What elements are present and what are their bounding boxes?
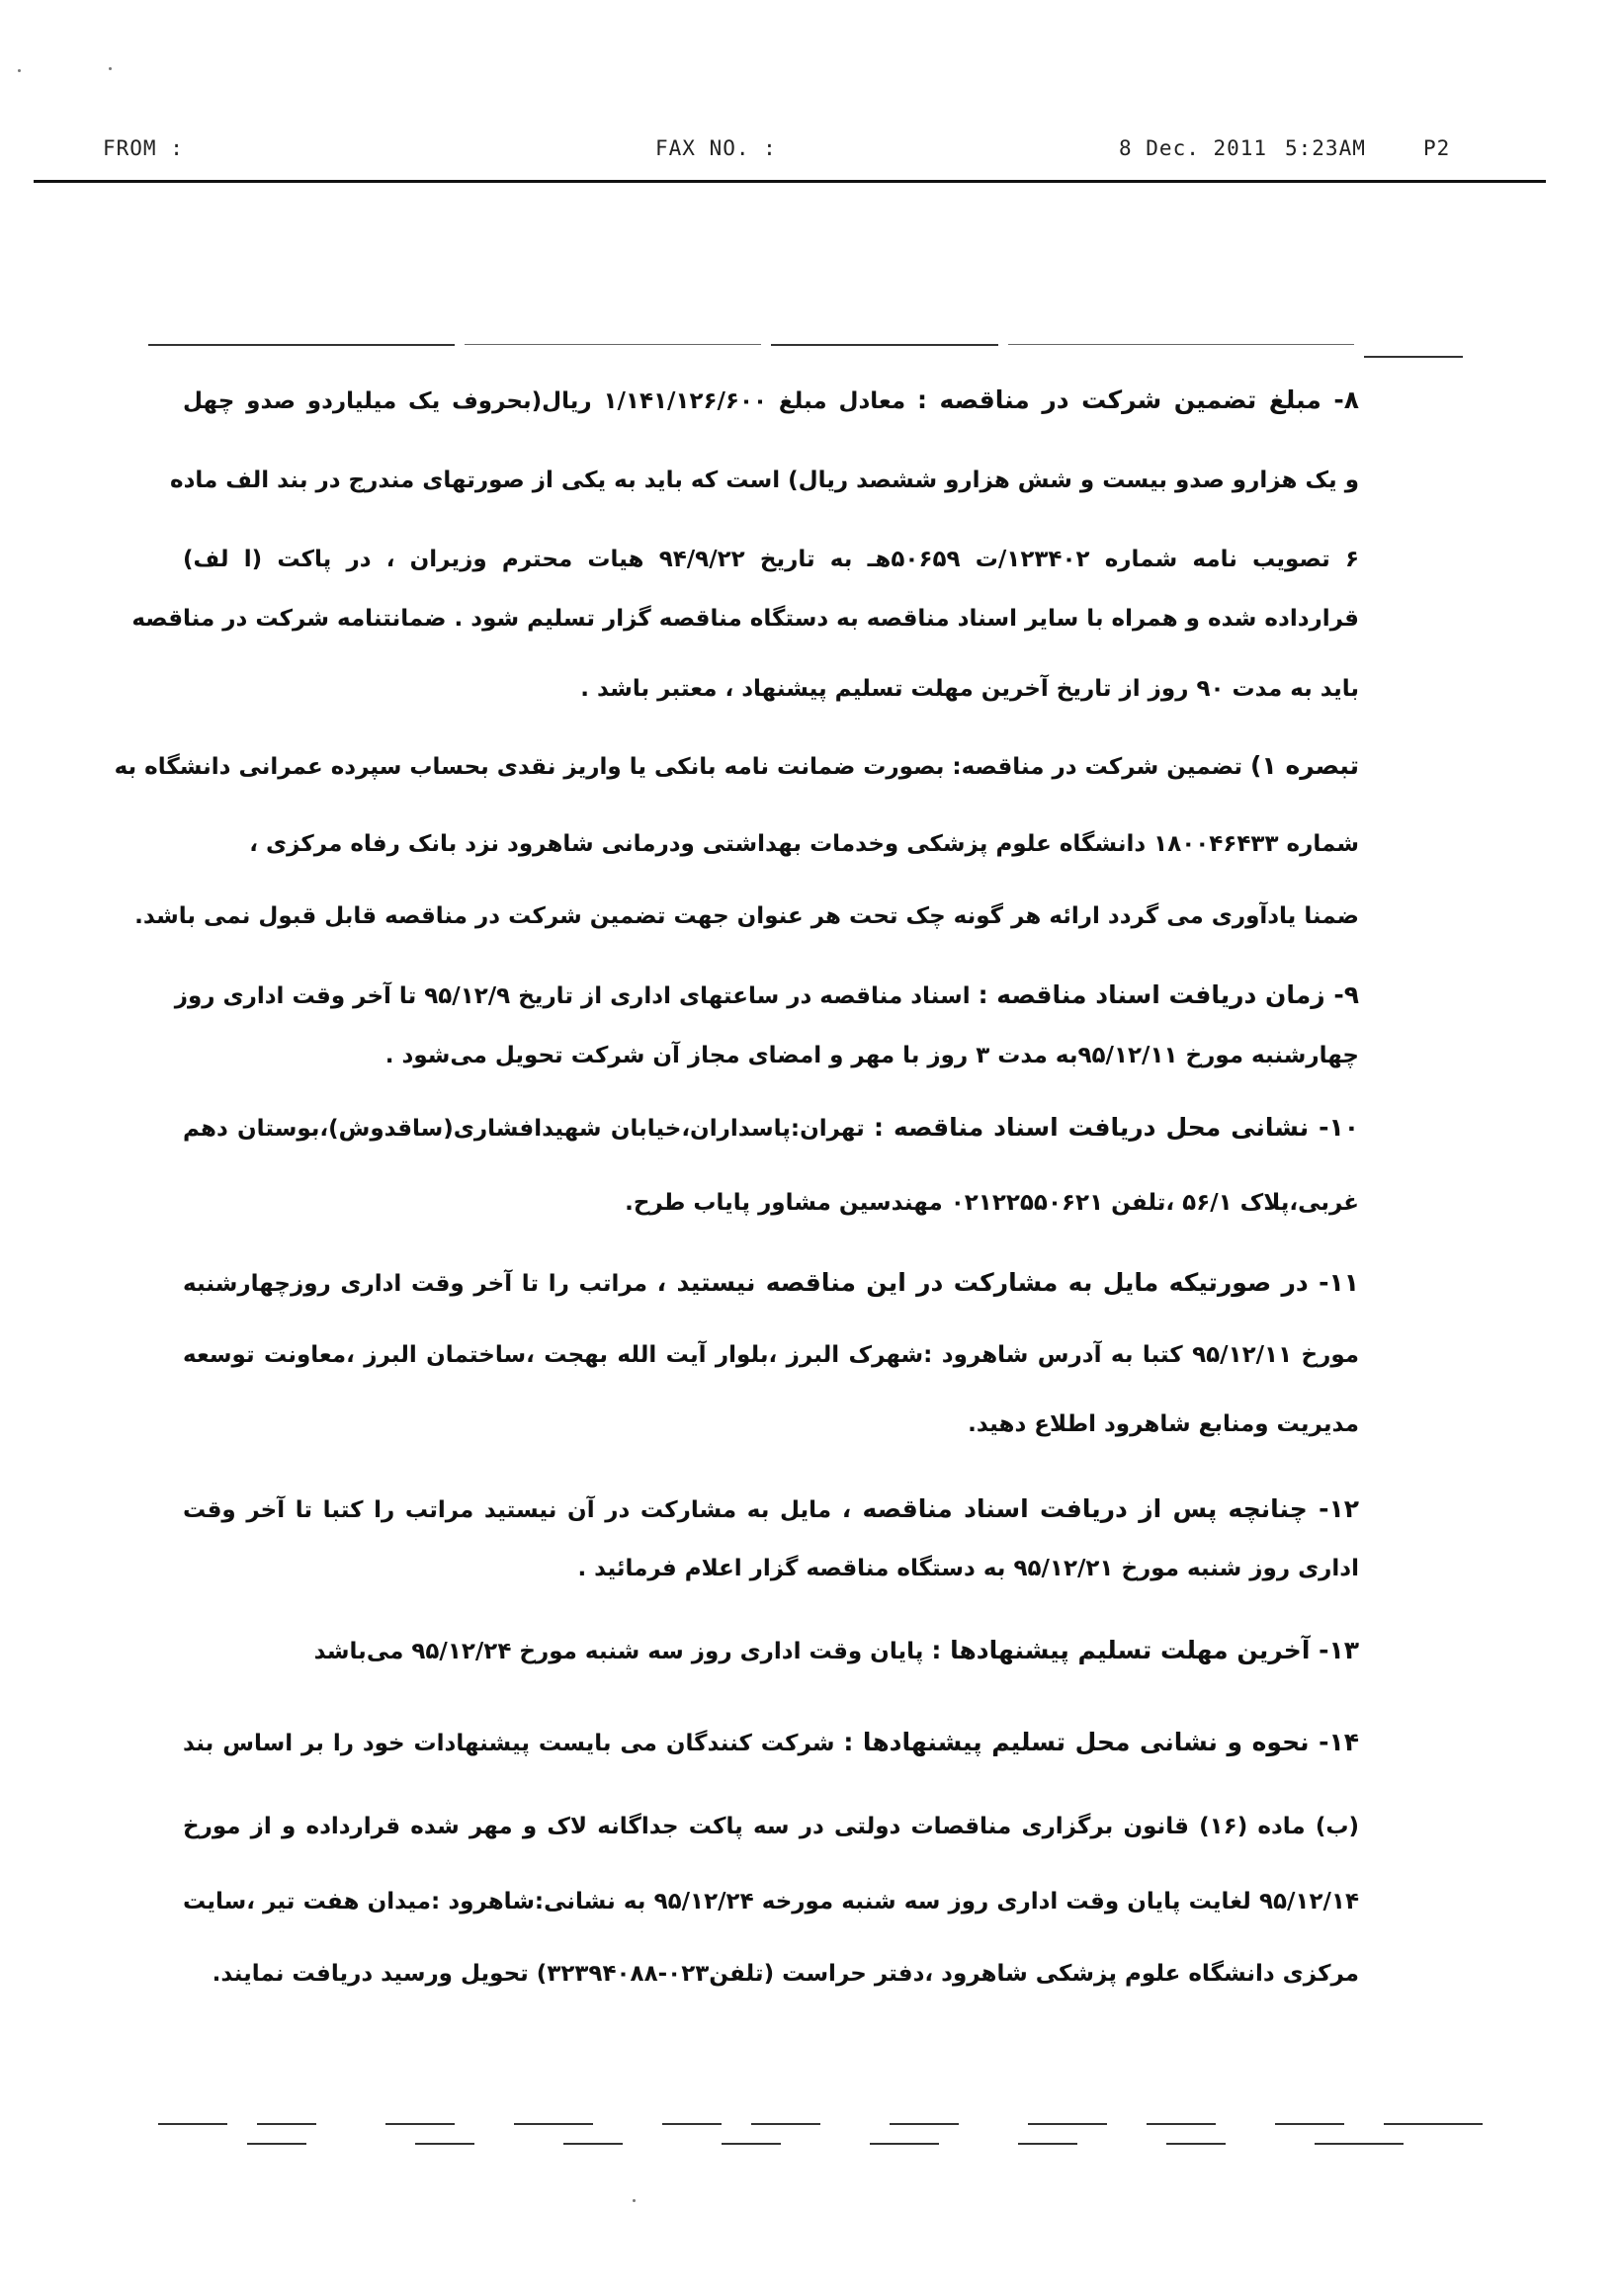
section-heading: تبصره ۱) (1250, 751, 1359, 780)
document-line (183, 827, 1359, 861)
line-text: مایل به مشارکت در آن نیستید مراتب را کتبا تا آخر وقت (183, 1497, 842, 1523)
scan-speck (109, 67, 112, 70)
line-text: ۶ تصویب نامه شماره ۱۲۳۴۰۲/ت ۵۰۶۵۹هـ به تاریخ ۹۴/۹/۲۲ هیات محترم وزیران ، در پاکت (ا لف) (183, 547, 1359, 572)
document-line (183, 1957, 1359, 1991)
document-line (183, 1492, 1359, 1527)
scan-speck (633, 2199, 636, 2202)
line-text: غربی،پلاک ۵۶/۱ ،تلفن ۰۲۱۲۲۵۵۰۶۲۱ مهندسین مشاور پایاب طرح. (625, 1190, 1359, 1216)
line-text: اسناد مناقصه در ساعتهای اداری از تاریخ ۹۵/۱۲/۹ تا آخر وقت اداری روز (174, 983, 979, 1009)
document-line (183, 1039, 1359, 1072)
header-rule (34, 180, 1546, 183)
document-line (183, 1266, 1359, 1301)
fax-time: 5:23AM (1285, 136, 1366, 160)
section-heading: ۱۰- نشانی محل دریافت اسناد مناقصه : (873, 1113, 1359, 1142)
line-text: شرکت کنندگان می بایست پیشنهادات خود را بر اساس بند (183, 1731, 844, 1756)
section-heading: ۱۱- در صورتیکه مایل به مشارکت در این مناقصه نیستید ، (656, 1268, 1359, 1297)
document-line (174, 978, 1359, 1013)
line-text: باید به مدت ۹۰ روز از تاریخ آخرین مهلت تسلیم پیشنهاد ، معتبر باشد . (580, 676, 1359, 702)
line-text: مراتب را تا آخر وقت اداری روزچهارشنبه (183, 1271, 657, 1297)
document-line (170, 464, 1359, 497)
scan-speck (18, 69, 21, 72)
line-text: (ب) ماده (۱۶) قانون برگزاری مناقصات دولتی در سه پاکت جداگانه لاک و مهر شده قرارداده و از مورخ (183, 1814, 1359, 1839)
document-line (183, 1111, 1359, 1146)
document-line (183, 383, 1359, 418)
line-text: ضمنا یادآوری می گردد ارائه هر گونه چک تحت هر عنوان جهت تضمین شرکت در مناقصه قابل قبول نمی باشد. (134, 903, 1359, 929)
line-text: اداری روز شنبه مورخ ۹۵/۱۲/۲۱ به دستگاه مناقصه گزار اعلام فرمائید . (577, 1556, 1359, 1581)
section-heading: ۸- مبلغ تضمین شرکت در مناقصه : (916, 385, 1359, 414)
document-line (183, 1634, 1359, 1668)
line-text: ۹۵/۱۲/۱۴ لغایت پایان وقت اداری روز سه شنبه مورخه ۹۵/۱۲/۲۴ به نشانی:شاهرود :میدان هفت تیر ،سایت (183, 1889, 1359, 1914)
document-line (134, 899, 1359, 933)
line-text: و یک هزارو صدو بیست و شش هزارو ششصد ریال) است که باید به یکی از صورتهای مندرج در بند الف ماده (170, 468, 1359, 493)
line-text: قرارداده شده و همراه با سایر اسناد مناقصه به دستگاه مناقصه گزار تسلیم شود . ضمانتنامه شرکت در مناقصه (131, 606, 1359, 632)
fax-page: P2 (1423, 136, 1451, 160)
line-text: تهران:پاسداران،خیابان شهیدافشاری(ساقدوش)،بوستان دهم (183, 1116, 874, 1142)
document-line (183, 1885, 1359, 1918)
line-text: تضمین شرکت در مناقصه: بصورت ضمانت نامه بانکی یا واریز نقدی بحساب سپرده عمرانی دانشگاه به (114, 754, 1251, 780)
fax-number-label: FAX NO. : (655, 136, 777, 160)
line-text: مرکزی دانشگاه علوم پزشکی شاهرود ،دفتر حراست (تلفن۰۲۳-۳۲۳۹۴۰۸۸) تحویل ورسید دریافت نمایند. (212, 1961, 1359, 1987)
document-line (183, 1810, 1359, 1843)
document-line (131, 602, 1359, 636)
line-text: مدیریت ومنابع شاهرود اطلاع دهید. (968, 1411, 1359, 1437)
section-heading: ۹- زمان دریافت اسناد مناقصه : (978, 980, 1359, 1009)
document-line (114, 749, 1359, 784)
document-line (183, 1407, 1359, 1441)
line-text: شماره ۱۸۰۰۴۶۴۳۳ دانشگاه علوم پزشکی وخدمات بهداشتی ودرمانی شاهرود نزد بانک رفاه مرکزی ، (249, 831, 1359, 857)
document-line (183, 1726, 1359, 1760)
document-line (183, 1338, 1359, 1372)
line-text: پایان وقت اداری روز سه شنبه مورخ ۹۵/۱۲/۲۴ می‌باشد (313, 1639, 932, 1664)
section-heading: ۱۳- آخرین مهلت تسلیم پیشنهادها : (931, 1636, 1359, 1664)
document-line (183, 543, 1359, 576)
line-text: مورخ ۹۵/۱۲/۱۱ کتبا به آدرس شاهرود :شهرک البرز ،بلوار آیت الله بهجت ،ساختمان البرز ،معاونت توسعه (183, 1342, 1360, 1368)
section-heading: ۱۴- نحوه و نشانی محل تسلیم پیشنهادها : (843, 1728, 1359, 1756)
section-heading: ۱۲- چنانچه پس از دریافت اسناد مناقصه ، (841, 1494, 1359, 1523)
fax-date: 8 Dec. 2011 (1119, 136, 1268, 160)
document-line (183, 672, 1359, 706)
line-text: چهارشنبه مورخ ۹۵/۱۲/۱۱به مدت ۳ روز با مهر و امضای مجاز آن شرکت تحویل می‌شود . (384, 1043, 1359, 1068)
document-line (183, 1552, 1359, 1585)
line-text: معادل مبلغ ۱/۱۴۱/۱۲۶/۶۰۰ ریال(بحروف یک میلیاردو صدو چهل (183, 388, 917, 414)
fax-from-label: FROM : (103, 136, 184, 160)
document-line (183, 1186, 1359, 1220)
